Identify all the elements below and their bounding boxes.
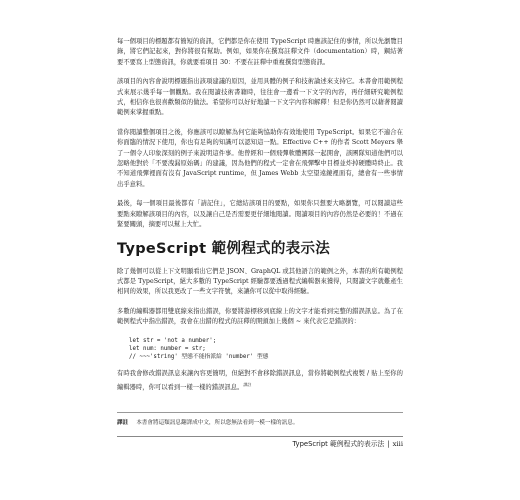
paragraph-3: 當你閱讀整個項目之後，你應該可以瞭解為何它能夠協助你有效地使用 TypeScript。如果它不適合在你面臨的情況下使用，你也有足夠的知識可以認知這一點。Effective C++ 的作者 Scott Meyers 舉了一個令人印象深刻的例子來說明這件事。他曾經和一個飛彈軟體團隊一起開會，該團隊知道他們可以忽略他對於「不要洩漏原始碼」的建議，因為他們的程式一定會在飛彈擊中目標並炸掉硬體時終止。我不知道飛彈裡面有沒有 JavaScript runtime，但 James Webb 太空望遠鏡裡面有，總會有一些事情出乎意料。: [117, 128, 403, 188]
page-content: [117, 37, 403, 402]
paragraph-4: 最後，每一個項目最後都有「請記住」，它總結該項目的要點，如果你只想要大略瀏覽，可以閱讀這些要點來瞭解該項目的內容，以及讓自己是否需要更仔細地閱讀。閱讀項目的內容仍然是必要的！不過在緊要關頭，摘要可以幫上大忙。: [117, 200, 403, 229]
section-paragraph-2: 多數的編輯器都用雙底線來指出錯誤，你要將游標移到底線上的文字才能看到完整的錯誤訊息。為了在範例程式中指出錯誤，我會在出錯的程式的註釋的開頭加上幾個 ~ 來代表它是錯誤的：: [117, 307, 403, 326]
code-block: [129, 337, 403, 362]
footer-separator: |: [387, 440, 390, 448]
footer-section-title: TypeScript 範例程式的表示法: [292, 440, 385, 448]
section-paragraph-1: 除了幾個可以從上下文明顯看出它們是 JSON、GraphQL 或其他語言的範例之外，本書的所有範例程式都是 TypeScript，絕大多數的 TypeScript 經驗都要透過程式編輯器來獲得，只閱讀文字就難產生相同的效果，所以我更改了一些文字符號，來讓你可以從中取得經驗。: [117, 267, 403, 296]
code-line: let str = 'not a number';: [129, 337, 217, 344]
paragraph-2: 該項目的內容會說明標題指出該項建議的原因，並用具體的例子和技術論述來支持它。本書會用範例程式來展示幾乎每一個觀點。我在閱讀技術書籍時，往往會一邊看一下文字的內容，再仔細研究範例程式，相信你也很喜歡類似的做法。希望你可以好好地讀一下文字內容和解釋！但是你仍然可以藉著閱讀範例來掌握重點。: [117, 78, 403, 117]
after-code-paragraph: [117, 369, 403, 393]
footnote-reference: 譯註: [243, 381, 252, 387]
footnote: [117, 412, 403, 428]
code-line: // ~~~'string' 型態不能指派給 'number' 型態: [129, 353, 269, 360]
footnote-text: 本書會將這類訊息翻譯成中文，所以您無法看到一模一樣的訊息。: [136, 420, 299, 426]
section-heading: TypeScript 範例程式的表示法: [117, 240, 331, 257]
footer-rule: [117, 436, 403, 437]
page-number: xiii: [392, 440, 403, 448]
paragraph-1: 每一個項目的標題都有簡短的資訊，它們都是你在使用 TypeScript 時應該記住的事情，所以先瀏覽目錄，將它們記起來，對你將很有幫助。例如，如果你在撰寫註釋文件（documentation）時，鋼結著要不要寫上型態資訊，你就要看項目 30：不要在註釋中重複撰寫型態資訊。: [117, 38, 403, 66]
after-code-text: 有時我會修改錯誤訊息來讓內容更簡明，但絕對不會移除錯誤訊息，當你將範例程式複製 / 貼上至你的編輯器時，你可以看到一樣一樣的錯誤訊息。: [117, 370, 403, 391]
page-footer: [117, 439, 403, 449]
footnote-marker: 譯註: [117, 420, 129, 426]
code-line: let num: number = str;: [129, 345, 206, 352]
